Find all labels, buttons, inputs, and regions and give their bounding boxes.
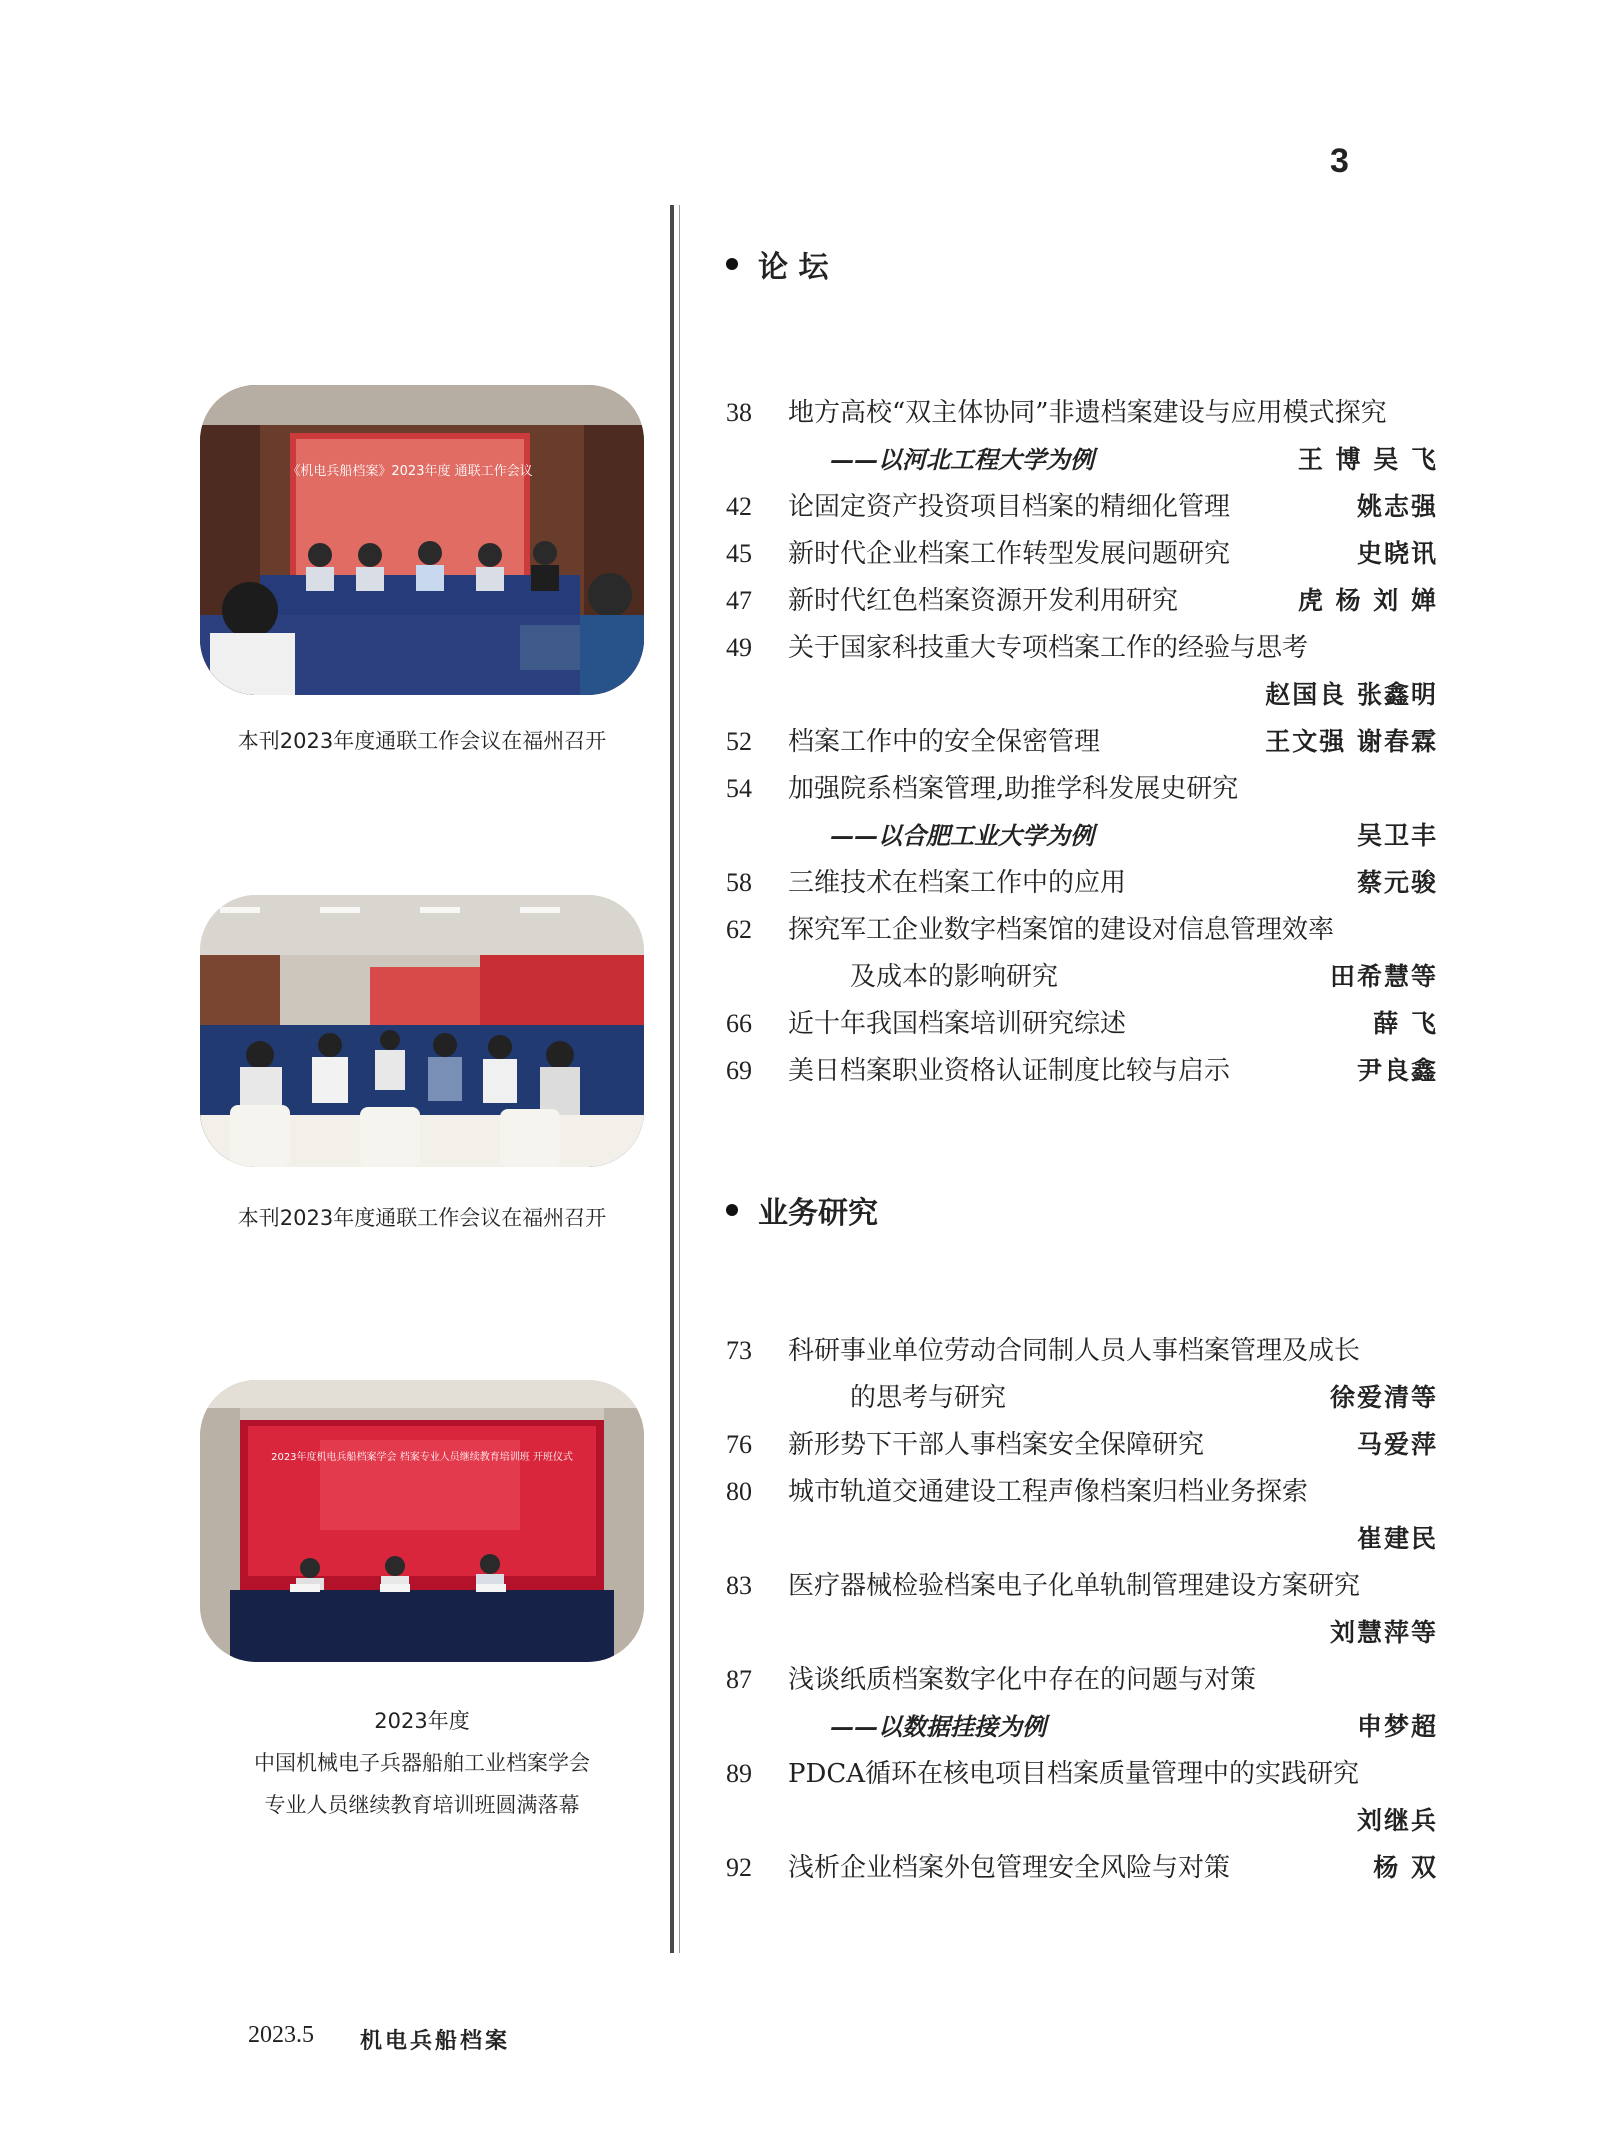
toc-entry xyxy=(726,1845,1438,1891)
page-number: 3 xyxy=(1330,142,1349,180)
toc-entry-subline xyxy=(726,1610,1438,1656)
toc-page-number: 62 xyxy=(726,915,752,944)
photo-meeting-head-table xyxy=(200,385,644,695)
toc-title-continuation: 的思考与研究 xyxy=(850,1383,1007,1413)
toc-entry xyxy=(726,1563,1438,1609)
footer-journal-name: 机电兵船档案 xyxy=(360,2028,511,2054)
section-heading-text: 论 坛 xyxy=(758,250,829,285)
toc-page-number: 66 xyxy=(726,1009,752,1038)
toc-page-number: 87 xyxy=(726,1665,752,1694)
toc-page-number: 89 xyxy=(726,1759,752,1788)
photo-caption xyxy=(180,1700,664,1826)
photo-meeting-audience xyxy=(200,895,644,1167)
caption-line: 专业人员继续教育培训班圆满落幕 xyxy=(264,1793,580,1817)
toc-title: 近十年我国档案培训研究综述 xyxy=(788,1009,1127,1039)
toc-page-number: 58 xyxy=(726,868,752,897)
toc-title: 浅析企业档案外包管理安全风险与对策 xyxy=(788,1853,1231,1883)
toc-title: 加强院系档案管理,助推学科发展史研究 xyxy=(788,774,1239,804)
toc-title: 浅谈纸质档案数字化中存在的问题与对策 xyxy=(788,1665,1257,1695)
caption-line: 中国机械电子兵器船舶工业档案学会 xyxy=(254,1751,590,1775)
toc-author: 杨 双 xyxy=(1373,1853,1438,1882)
toc-author: 薛 飞 xyxy=(1373,1009,1438,1038)
toc-author: 姚志强 xyxy=(1356,492,1438,521)
toc-title: 新时代企业档案工作转型发展问题研究 xyxy=(788,539,1231,569)
section-heading-text: 业务研究 xyxy=(758,1196,878,1231)
toc-author: 吴卫丰 xyxy=(1356,821,1438,850)
toc-author: 赵国良 张鑫明 xyxy=(1265,680,1438,709)
toc-entry-subline xyxy=(726,813,1438,859)
toc-author: 刘继兵 xyxy=(1356,1806,1438,1835)
toc-author: 刘慧萍等 xyxy=(1329,1618,1438,1647)
toc-author: 申梦超 xyxy=(1356,1712,1438,1741)
toc-author: 尹良鑫 xyxy=(1356,1056,1438,1085)
toc-entry-subline xyxy=(726,1375,1438,1421)
toc-entry xyxy=(726,531,1438,577)
toc-entry xyxy=(726,390,1438,436)
caption-line: 本刊2023年度通联工作会议在福州召开 xyxy=(237,1206,607,1230)
toc-page-number: 80 xyxy=(726,1477,752,1506)
toc-title: 新时代红色档案资源开发利用研究 xyxy=(788,586,1179,616)
toc-title: 美日档案职业资格认证制度比较与启示 xyxy=(788,1056,1231,1086)
toc-author: 王 博 吴 飞 xyxy=(1297,445,1438,474)
toc-title: 探究军工企业数字档案馆的建设对信息管理效率 xyxy=(788,915,1335,945)
toc-page-number: 73 xyxy=(726,1336,752,1365)
toc-entry xyxy=(726,1657,1438,1703)
toc-author: 史晓讯 xyxy=(1356,539,1438,568)
toc-title: 关于国家科技重大专项档案工作的经验与思考 xyxy=(788,633,1309,663)
toc-title: 城市轨道交通建设工程声像档案归档业务探索 xyxy=(788,1477,1309,1507)
toc-entry xyxy=(726,484,1438,530)
toc-entry xyxy=(726,1328,1438,1374)
toc-page-number: 52 xyxy=(726,727,752,756)
toc-title: 论固定资产投资项目档案的精细化管理 xyxy=(788,492,1231,522)
projector-screen-text: 2023年度机电兵船档案学会 档案专业人员继续教育培训班 开班仪式 xyxy=(271,1452,573,1463)
toc-entry-subline xyxy=(726,437,1438,483)
toc-page-number: 76 xyxy=(726,1430,752,1459)
toc-author: 徐爱清等 xyxy=(1329,1383,1438,1412)
toc-author: 田希慧等 xyxy=(1329,962,1438,991)
toc-page-number: 49 xyxy=(726,633,752,662)
column-divider xyxy=(670,205,674,1953)
toc-title: 三维技术在档案工作中的应用 xyxy=(788,868,1127,898)
toc-page-number: 54 xyxy=(726,774,752,803)
toc-entry xyxy=(726,907,1438,953)
toc-page-number: 45 xyxy=(726,539,752,568)
projector-screen-text: 《机电兵船档案》2023年度 通联工作会议 xyxy=(287,464,533,479)
toc-entry-subline xyxy=(726,954,1438,1000)
toc-author: 虎 杨 刘 婵 xyxy=(1297,586,1438,615)
toc-entry xyxy=(726,625,1438,671)
toc-author: 王文强 谢春霖 xyxy=(1265,727,1438,756)
bullet-icon xyxy=(726,258,738,270)
footer-issue: 2023.5 xyxy=(248,2022,314,2048)
bullet-icon xyxy=(726,1204,738,1216)
toc-page-number: 69 xyxy=(726,1056,752,1085)
toc-title: 地方高校“双主体协同”非遗档案建设与应用模式探究 xyxy=(788,398,1387,428)
toc-entry xyxy=(726,1751,1438,1797)
photo-caption xyxy=(180,720,664,762)
toc-title: PDCA循环在核电项目档案质量管理中的实践研究 xyxy=(788,1759,1360,1789)
toc-title: 档案工作中的安全保密管理 xyxy=(788,727,1101,757)
caption-line: 本刊2023年度通联工作会议在福州召开 xyxy=(237,729,607,753)
toc-entry xyxy=(726,578,1438,624)
toc-author: 马爱萍 xyxy=(1356,1430,1438,1459)
toc-entry xyxy=(726,1422,1438,1468)
photo-caption xyxy=(180,1197,664,1239)
toc-title: 科研事业单位劳动合同制人员人事档案管理及成长 xyxy=(788,1336,1361,1366)
toc-entry xyxy=(726,1469,1438,1515)
caption-line: 2023年度 xyxy=(374,1709,470,1733)
photo-training-ceremony xyxy=(200,1380,644,1662)
toc-page-number: 83 xyxy=(726,1571,752,1600)
toc-page-number: 38 xyxy=(726,398,752,427)
section-heading-forum xyxy=(726,242,828,286)
toc-entry xyxy=(726,719,1438,765)
toc-subtitle: ——以数据挂接为例 xyxy=(830,1712,1046,1741)
toc-author: 蔡元骏 xyxy=(1356,868,1438,897)
toc-entry xyxy=(726,1001,1438,1047)
toc-author: 崔建民 xyxy=(1356,1524,1438,1553)
toc-title: 新形势下干部人事档案安全保障研究 xyxy=(788,1430,1205,1460)
toc-entry-subline xyxy=(726,672,1438,718)
toc-entry xyxy=(726,1048,1438,1094)
toc-entry-subline xyxy=(726,1516,1438,1562)
toc-title-continuation: 及成本的影响研究 xyxy=(850,962,1059,992)
toc-subtitle: ——以合肥工业大学为例 xyxy=(830,821,1094,850)
toc-page-number: 92 xyxy=(726,1853,752,1882)
toc-entry xyxy=(726,766,1438,812)
toc-page-number: 42 xyxy=(726,492,752,521)
section-heading-business-research xyxy=(726,1188,878,1232)
toc-title: 医疗器械检验档案电子化单轨制管理建设方案研究 xyxy=(788,1571,1361,1601)
toc-entry-subline xyxy=(726,1798,1438,1844)
toc-entry xyxy=(726,860,1438,906)
toc-page-number: 47 xyxy=(726,586,752,615)
toc-subtitle: ——以河北工程大学为例 xyxy=(830,445,1094,474)
toc-entry-subline xyxy=(726,1704,1438,1750)
